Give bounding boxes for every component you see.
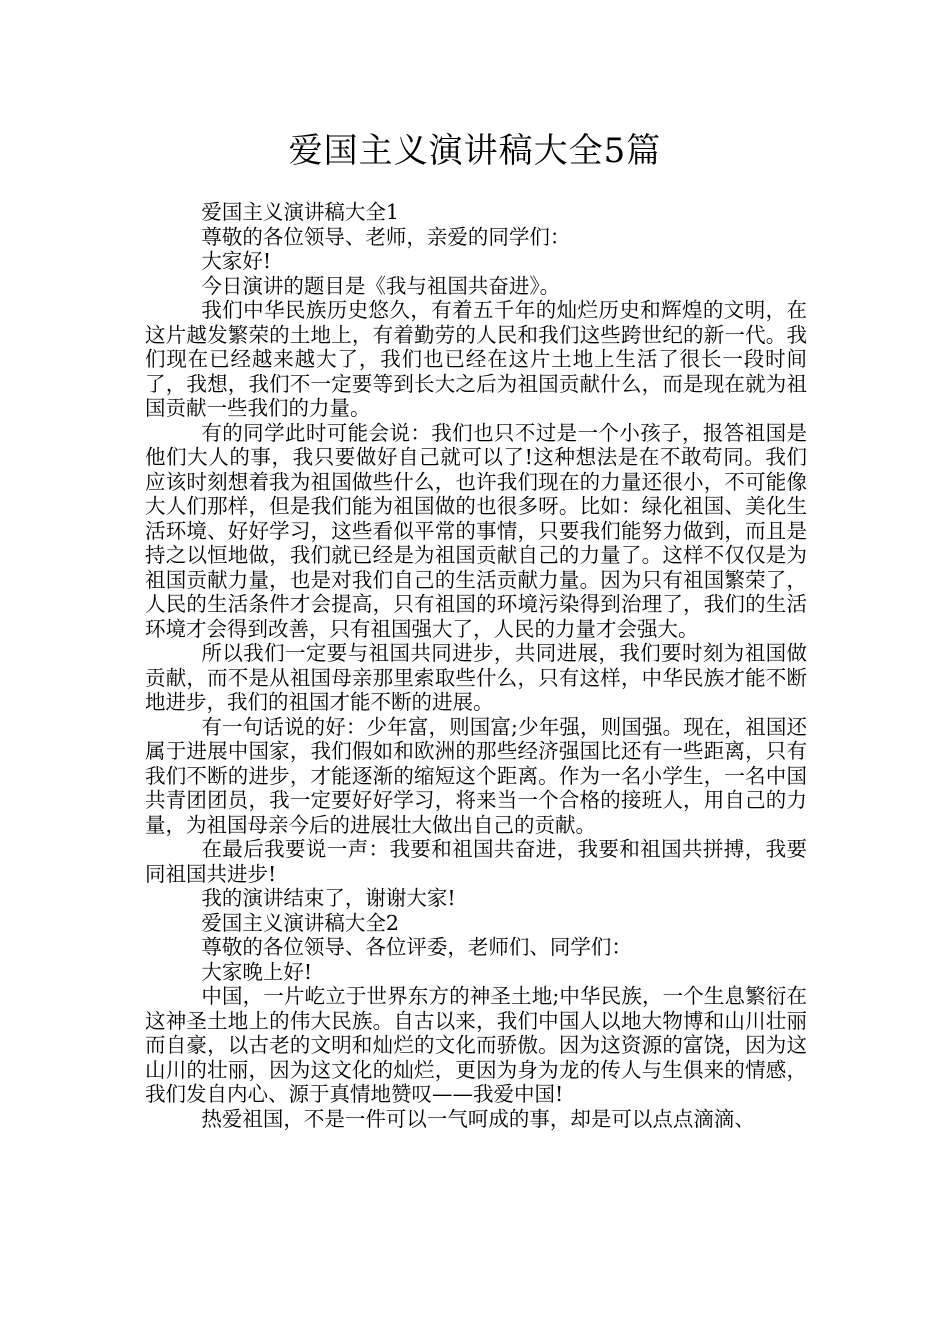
closing: 我的演讲结束了，谢谢大家! bbox=[201, 886, 456, 910]
section-heading: 爱国主义演讲稿大全1 bbox=[201, 200, 399, 224]
paragraph: 有一句话说的好：少年富，则国富;少年强，则国强。现在，祖国还属于进展中国家，我们假如和欧洲的那些经济强国比还有一些距离，只有我们不断的进步，才能逐渐的缩短这个距离。作为一名小学生，一名中国共青团团员，我一定要好好学习，将来当一个合格的接班人，用自己的力量，为祖国母亲今后的进展壮大做出自己的贡献。 bbox=[145, 714, 807, 837]
greeting: 大家晚上好! bbox=[201, 959, 313, 984]
paragraph: 在最后我要说一声：我要和祖国共奋进，我要和祖国共拼搏，我要同祖国共进步! bbox=[145, 837, 807, 886]
salutation: 尊敬的各位领导、各位评委，老师们、同学们： bbox=[201, 935, 632, 959]
paragraph: 热爱祖国，不是一件可以一气呵成的事，却是可以点点滴滴、 bbox=[201, 1106, 755, 1131]
paragraph: 我们中华民族历史悠久，有着五千年的灿烂历史和辉煌的文明，在这片越发繁荣的土地上，有着勤劳的人民和我们这些跨世纪的新一代。我们现在已经越来越大了，我们也已经在这片土地上生活了很长一段时间了，我想，我们不一定要等到长大之后为祖国贡献什么，而是现在就为祖国贡献一些我们的力量。 bbox=[145, 298, 807, 420]
document-body bbox=[145, 200, 807, 1131]
section-heading: 爱国主义演讲稿大全2 bbox=[201, 910, 399, 935]
document-title: 爱国主义演讲稿大全5篇 bbox=[288, 131, 662, 171]
paragraph: 中国，一片屹立于世界东方的神圣土地;中华民族，一个生息繁衍在这神圣土地上的伟大民族。自古以来，我们中国人以地大物博和山川壮丽而自豪，以古老的文明和灿烂的文化而骄傲。因为这资源的富饶，因为这山川的壮丽，因为这文化的灿烂，更因为身为龙的传人与生俱来的情感，我们发自内心、源于真情地赞叹——我爱中国! bbox=[145, 984, 807, 1106]
paragraph: 有的同学此时可能会说：我们也只不过是一个小孩子，报答祖国是他们大人的事，我只要做好自己就可以了!这种想法是在不敢苟同。我们应该时刻想着我为祖国做些什么，也许我们现在的力量还很小，不可能像大人们那样，但是我们能为祖国做的也很多呀。比如：绿化祖国、美化生活环境、好好学习，这些看似平常的事情，只要我们能努力做到，而且是持之以恒地做，我们就已经是为祖国贡献自己的力量了。这样不仅仅是为祖国贡献力量，也是对我们自己的生活贡献力量。因为只有祖国繁荣了，人民的生活条件才会提高，只有祖国的环境污染得到治理了，我们的生活环境才会得到改善，只有祖国强大了，人民的力量才会强大。 bbox=[145, 420, 807, 641]
greeting: 大家好! bbox=[201, 249, 272, 273]
paragraph: 所以我们一定要与祖国共同进步，共同进展，我们要时刻为祖国做贡献，而不是从祖国母亲那里索取些什么，只有这样，中华民族才能不断地进步，我们的祖国才能不断的进展。 bbox=[145, 641, 807, 714]
salutation: 尊敬的各位领导、老师，亲爱的同学们： bbox=[201, 224, 571, 249]
paragraph: 今日演讲的题目是《我与祖国共奋进》。 bbox=[201, 273, 561, 298]
